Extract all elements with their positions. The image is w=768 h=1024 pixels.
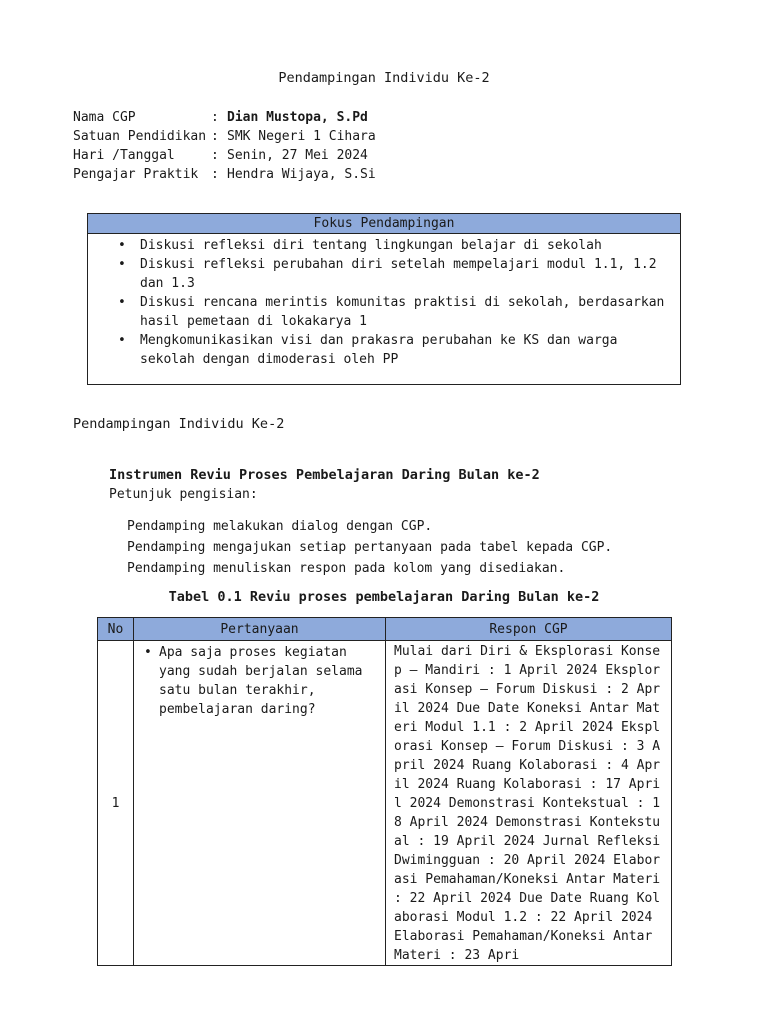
header-no: No xyxy=(98,618,134,641)
petunjuk-label: Petunjuk pengisian: xyxy=(109,487,258,502)
info-label: Pengajar Praktik xyxy=(73,167,199,182)
info-value: Senin, 27 Mei 2024 xyxy=(227,148,368,163)
instrument-title: Instrumen Reviu Proses Pembelajaran Daring Bulan ke-2 xyxy=(109,467,540,483)
focus-item: • Diskusi rencana merintis komunitas praktisi di sekolah, berdasarkan hasil pemetaan di lokakarya 1 xyxy=(140,293,670,331)
focus-header: Fokus Pendampingan xyxy=(88,214,680,234)
info-row-tanggal xyxy=(73,146,376,165)
info-separator: : xyxy=(211,148,219,163)
response-cell: Mulai dari Diri & Eksplorasi Konsep – Mandiri : 1 April 2024 Eksplorasi Konsep – Forum Diskusi : 2 April 2024 Due Date Koneksi Antar Materi Modul 1.1 : 2 April 2024 Eksplorasi Konsep – Forum Diskusi : 3 April 2024 Ruang Kolaborasi : 4 April 2024 Ruang Kolaborasi : 17 April 2024 Demonstrasi Kontekstual : 18 April 2024 Demonstrasi Kontekstual : 19 April 2024 Jurnal Refleksi Dwimingguan : 20 April 2024 Elaborasi Pemahaman/Koneksi Antar Materi : 22 April 2024 Due Date Ruang Kolaborasi Modul 1.2 : 22 April 2024 Elaborasi Pemahaman/Koneksi Antar Materi : 23 Apri xyxy=(386,641,672,966)
table-header-row xyxy=(98,618,672,641)
review-table xyxy=(97,617,672,966)
focus-box xyxy=(87,213,681,385)
header-pertanyaan: Pertanyaan xyxy=(134,618,386,641)
question-cell xyxy=(134,641,386,966)
focus-item: • Diskusi refleksi diri tentang lingkungan belajar di sekolah xyxy=(140,236,670,255)
page-title: Pendampingan Individu Ke-2 xyxy=(278,70,490,86)
instruction-line: Pendamping melakukan dialog dengan CGP. xyxy=(127,519,433,534)
focus-list xyxy=(88,236,680,369)
table-caption: Tabel 0.1 Reviu proses pembelajaran Daring Bulan ke-2 xyxy=(168,589,600,605)
info-value: Dian Mustopa, S.Pd xyxy=(227,110,368,125)
section-heading: Pendampingan Individu Ke-2 xyxy=(73,416,285,432)
table-row xyxy=(98,641,672,966)
focus-item: • Mengkomunikasikan visi dan prakasra perubahan ke KS dan warga sekolah dengan dimoderasi oleh PP xyxy=(140,331,670,369)
info-label: Satuan Pendidikan xyxy=(73,129,207,144)
identity-block xyxy=(73,108,376,184)
info-row-pengajar xyxy=(73,165,376,184)
instruction-line: Pendamping menuliskan respon pada kolom yang disediakan. xyxy=(127,561,566,576)
header-respon: Respon CGP xyxy=(386,618,672,641)
info-separator: : xyxy=(211,167,219,182)
focus-item: • Diskusi refleksi perubahan diri setelah mempelajari modul 1.1, 1.2 dan 1.3 xyxy=(140,255,670,293)
info-value: Hendra Wijaya, S.Si xyxy=(227,167,376,182)
info-row-nama xyxy=(73,108,376,127)
instruction-list xyxy=(127,516,612,579)
info-label: Nama CGP xyxy=(73,110,136,125)
info-row-satuan xyxy=(73,127,376,146)
instruction-line: Pendamping mengajukan setiap pertanyaan pada tabel kepada CGP. xyxy=(127,540,613,555)
info-label: Hari /Tanggal xyxy=(73,148,175,163)
info-value: SMK Negeri 1 Cihara xyxy=(227,129,376,144)
row-number: 1 xyxy=(98,641,134,966)
question-text: • Apa saja proses kegiatan yang sudah berjalan selama satu bulan terakhir, pembelajaran daring? xyxy=(159,643,379,719)
info-separator: : xyxy=(211,129,219,144)
info-separator: : xyxy=(211,110,219,125)
